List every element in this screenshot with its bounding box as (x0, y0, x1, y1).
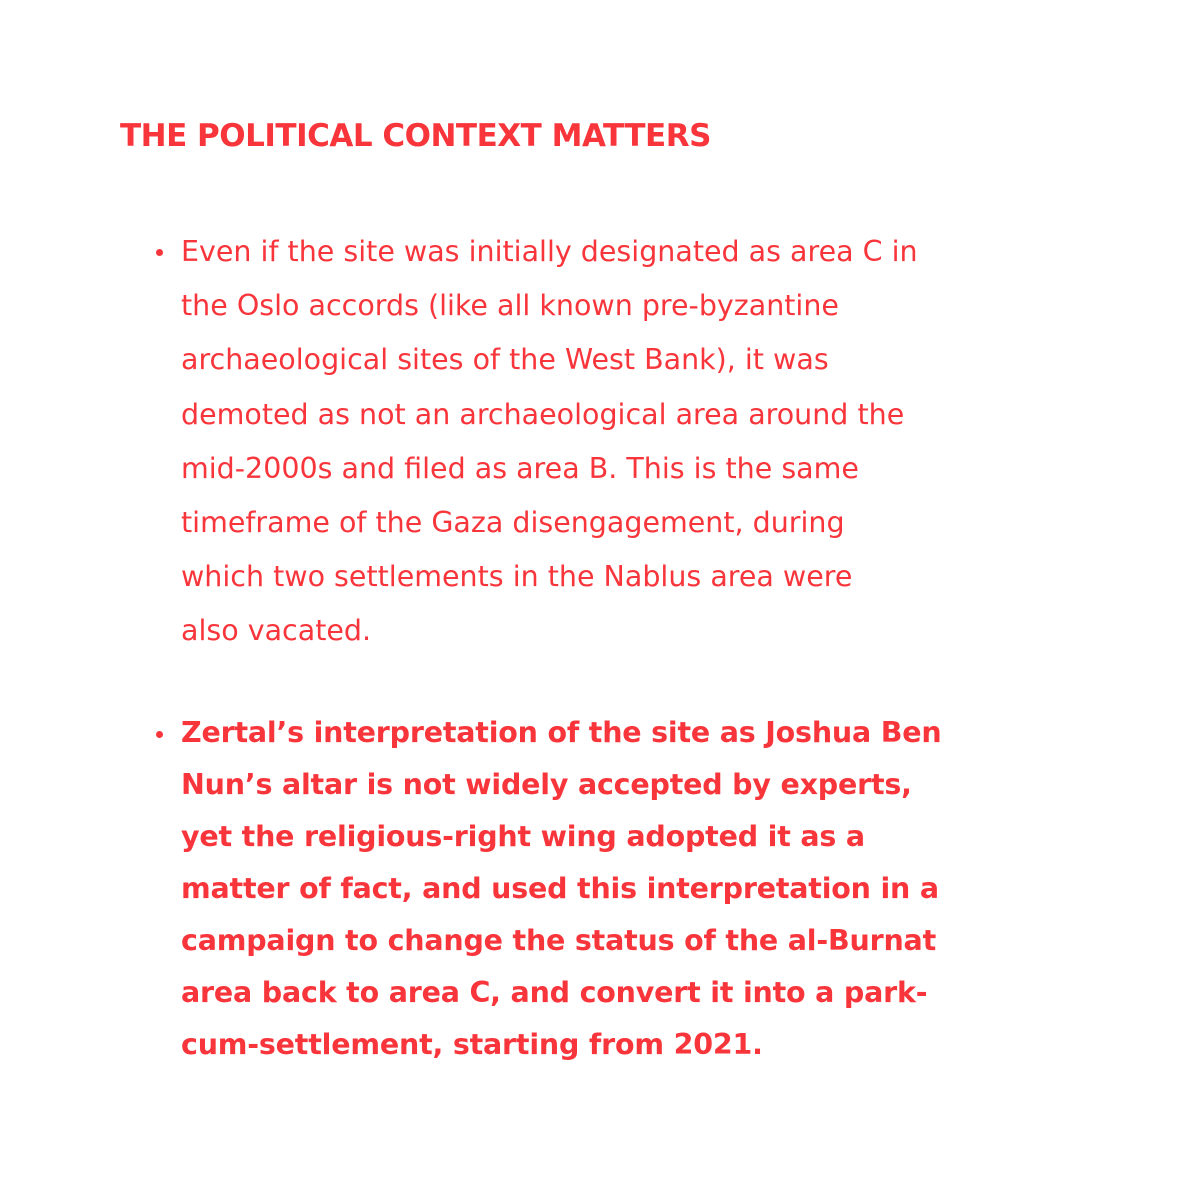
bullet-dot-icon (156, 731, 163, 738)
bullet-dot-icon (156, 249, 163, 256)
bullet-text-line: archaeological sites of the West Bank), it was (181, 343, 829, 377)
bullet-text-line: timeframe of the Gaza disengagement, during (181, 506, 845, 540)
bullet-text-line: cum-settlement, starting from 2021. (181, 1028, 763, 1061)
bullet-text-line: demoted as not an archaeological area around the (181, 397, 905, 431)
bullet-text-line: mid-2000s and filed as area B. This is the same (181, 451, 859, 485)
bullet-text-line: yet the religious-right wing adopted it as a (181, 820, 865, 853)
bullet-text-line: Zertal’s interpretation of the site as Joshua Ben (181, 716, 942, 749)
bullet-text-line: campaign to change the status of the al-Burnat (181, 924, 937, 957)
bullet-text-line: the Oslo accords (like all known pre-byzantine (181, 289, 839, 323)
bullet-text-line: which two settlements in the Nablus area were (181, 560, 853, 594)
bullet-text-line: matter of fact, and used this interpretation in a (181, 872, 939, 905)
bullet-text-line: also vacated. (181, 614, 372, 648)
bullet-text-line: Even if the site was initially designated as area C in (181, 235, 918, 268)
page-title: THE POLITICAL CONTEXT MATTERS (120, 118, 711, 154)
list-item (181, 225, 1081, 659)
bullet-text-line: Nun’s altar is not widely accepted by experts, (181, 768, 912, 801)
bullet-text-line: area back to area C, and convert it into a park- (181, 976, 928, 1009)
list-item (181, 707, 1081, 1071)
